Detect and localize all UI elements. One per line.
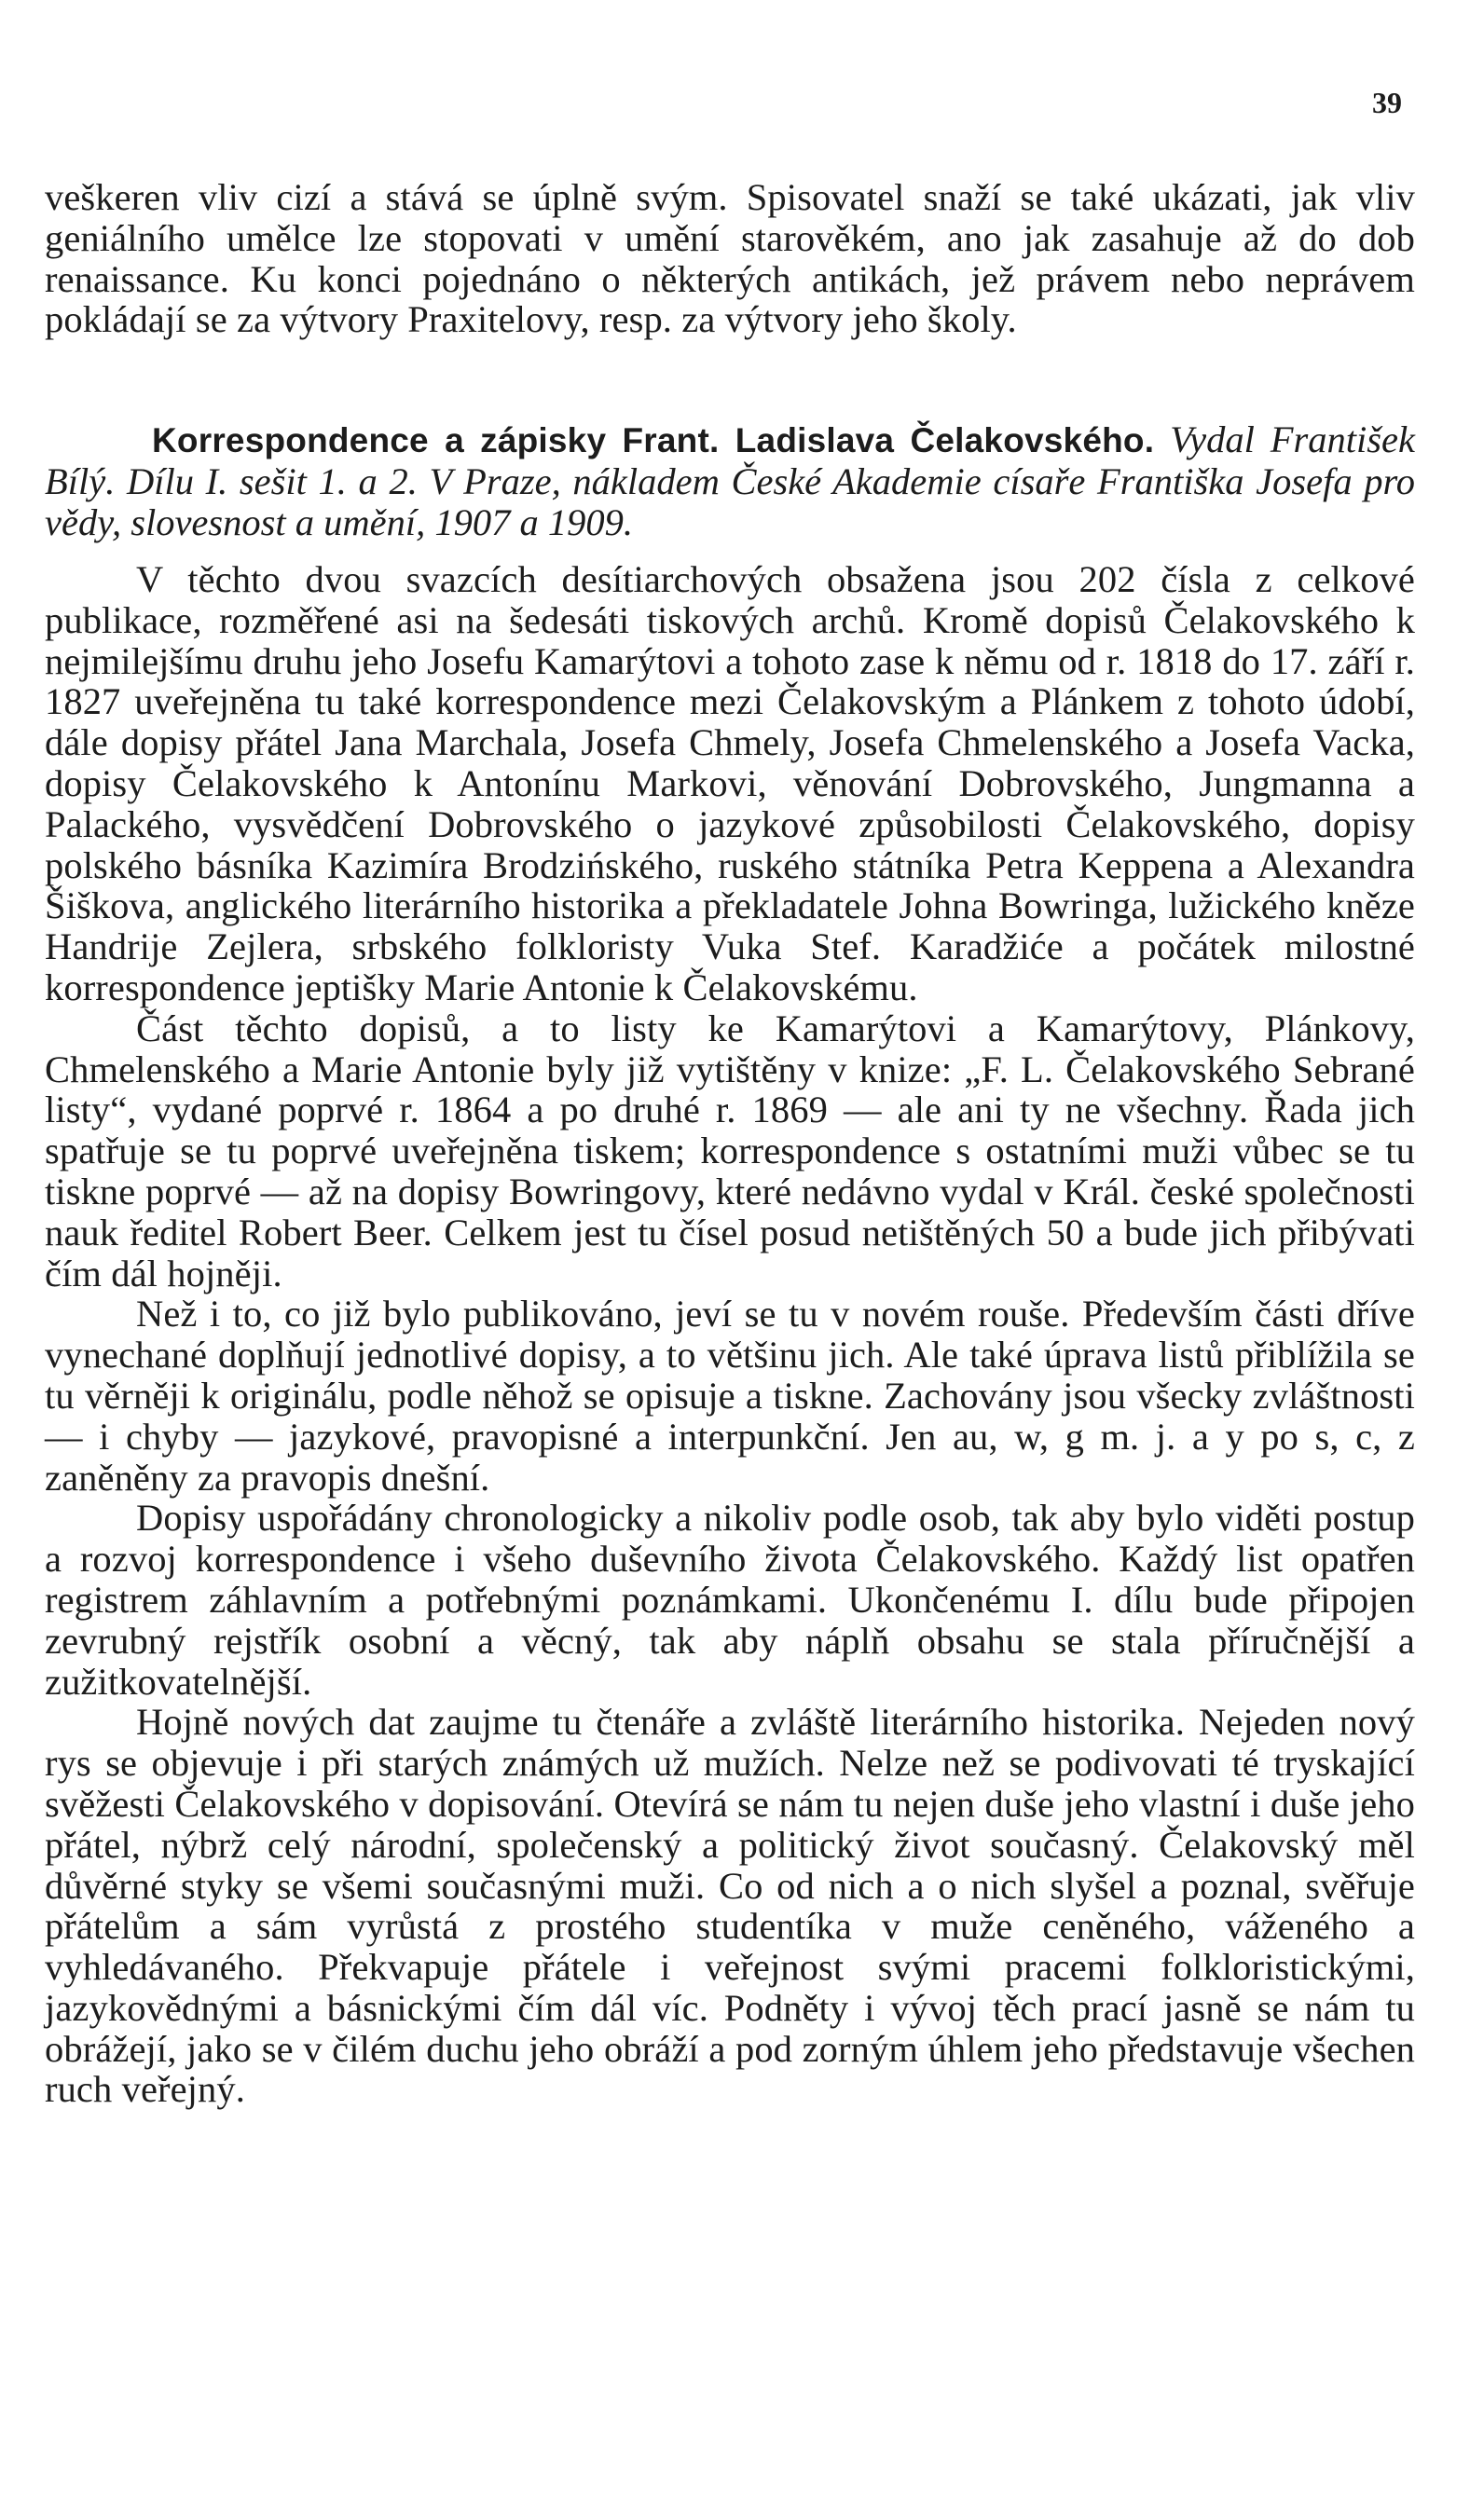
body-paragraph-4: Dopisy uspořádány chronologicky a nikoliv podle osob, tak aby bylo viděti postup a rozvoj korrespondence i všeho duševního života Čelakovského. Každý list opatřen registrem záhlavním a potřebnými poznámkami. Ukončenému I. dílu bude připojen zevrubný rejstřík osobní a věcný, tak aby náplň obsahu se stala příručnější a zužitkovatelnější. (45, 1497, 1415, 1703)
body-paragraph-3: Než i to, co již bylo publikováno, jeví se tu v novém rouše. Především části dříve vynechané doplňují jednotlivé dopisy, a to většinu jich. Ale také úprava listů přiblížila se tu věrněji k originálu, podle něhož se opisuje a tiskne. Zachovány jsou všecky zvláštnosti — i chyby — jazykové, pravopisné a interpunkční. Jen au, w, g m. j. a y po s, c, z zaněněny za pravopis dnešní. (45, 1293, 1415, 1499)
intro-paragraph: veškeren vliv cizí a stává se úplně svým. Spisovatel snaží se také ukázati, jak vliv geniálního umělce lze stopovati v umění starověkém, ano jak zasahuje až do dob renaissance. Ku konci pojednáno o některých antikách, jež právem nebo neprávem pokládají se za výtvory Praxitelovy, resp. za výtvory jeho školy. (45, 176, 1415, 341)
intro-paragraph-block (45, 177, 1415, 340)
review-heading (45, 419, 1415, 542)
review-body (45, 559, 1415, 2110)
body-paragraph-5: Hojně nových dat zaujme tu čtenáře a zvláště literárního historika. Nejeden nový rys se objevuje i při starých známých už mužích. Nelze než se podivovati té tryskající svěžesti Čelakovského v dopisování. Otevírá se nám tu nejen duše jeho vlastní i duše jeho přátel, nýbrž celý národní, společenský a politický život současný. Čelakovský měl důvěrné styky se všemi současnými muži. Co od nich a o nich slyšel a poznal, svěřuje přátelům a sám vyrůstá z prostého studentíka v muže ceněného, váženého a vyhledávaného. Překvapuje přátele i veřejnost svými pracemi folkloristickými, jazykovědnými a básnickými čím dál víc. Podněty i vývoj těch prací jasně se nám tu obrážejí, jako se v čilém duchu jeho obráží a pod zorným úhlem jeho představuje všechen ruch veřejný. (45, 1701, 1415, 2111)
body-paragraph-2: Část těchto dopisů, a to listy ke Kamarýtovi a Kamarýtovy, Plánkovy, Chmelenského a Marie Antonie byly již vytištěny v knize: „F. L. Čelakovského Sebrané listy“, vydané poprvé r. 1864 a po druhé r. 1869 — ale ani ty ne všechny. Řada jich spatřuje se tu poprvé uveřejněna tiskem; korrespondence s ostatními muži vůbec se tu tiskne poprvé — až na dopisy Bowringovy, které nedávno vydal v Král. české společnosti nauk ředitel Robert Beer. Celkem jest tu čísel posud netištěných 50 a bude jich přibývati čím dál hojněji. (45, 1007, 1415, 1294)
review-title: Korrespondence a zápisky Frant. Ladislava Čelakovského. (152, 421, 1155, 459)
page-number: 39 (1372, 86, 1402, 119)
body-paragraph-1: V těchto dvou svazcích desítiarchových obsažena jsou 202 čísla z celkové publikace, rozměřené asi na šedesáti tiskových archů. Kromě dopisů Čelakovského k nejmilejšímu druhu jeho Josefu Kamarýtovi a tohoto zase k němu od r. 1818 do 17. září r. 1827 uveřejněna tu také korrespondence mezi Čelakovským a Plánkem z tohoto údobí, dále dopisy přátel Jana Marchala, Josefa Chmely, Josefa Chmelenského a Josefa Vacka, dopisy Čelakovského k Antonínu Markovi, věnování Dobrovského, Jungmanna a Palackého, vysvědčení Dobrovského o jazykové způsobilosti Čelakovského, dopisy polského básníka Kazimíra Brodzińského, ruského státníka Petra Keppena a Alexandra Šiškova, anglického literárního historika a překladatele Johna Bowringa, lužického kněze Handrije Zejlera, srbského folkloristy Vuka Stef. Karadžiće a počátek milostné korrespondence jeptišky Marie Antonie k Čelakovskému. (45, 558, 1415, 1008)
review-heading-line (45, 419, 1415, 542)
review-publication-details: Vydal František Bílý. Dílu I. sešit 1. a 2. V Praze, nákladem České Akademie císaře Františka Josefa pro vědy, slovesnost a umění, 1907 a 1909. (45, 418, 1415, 543)
